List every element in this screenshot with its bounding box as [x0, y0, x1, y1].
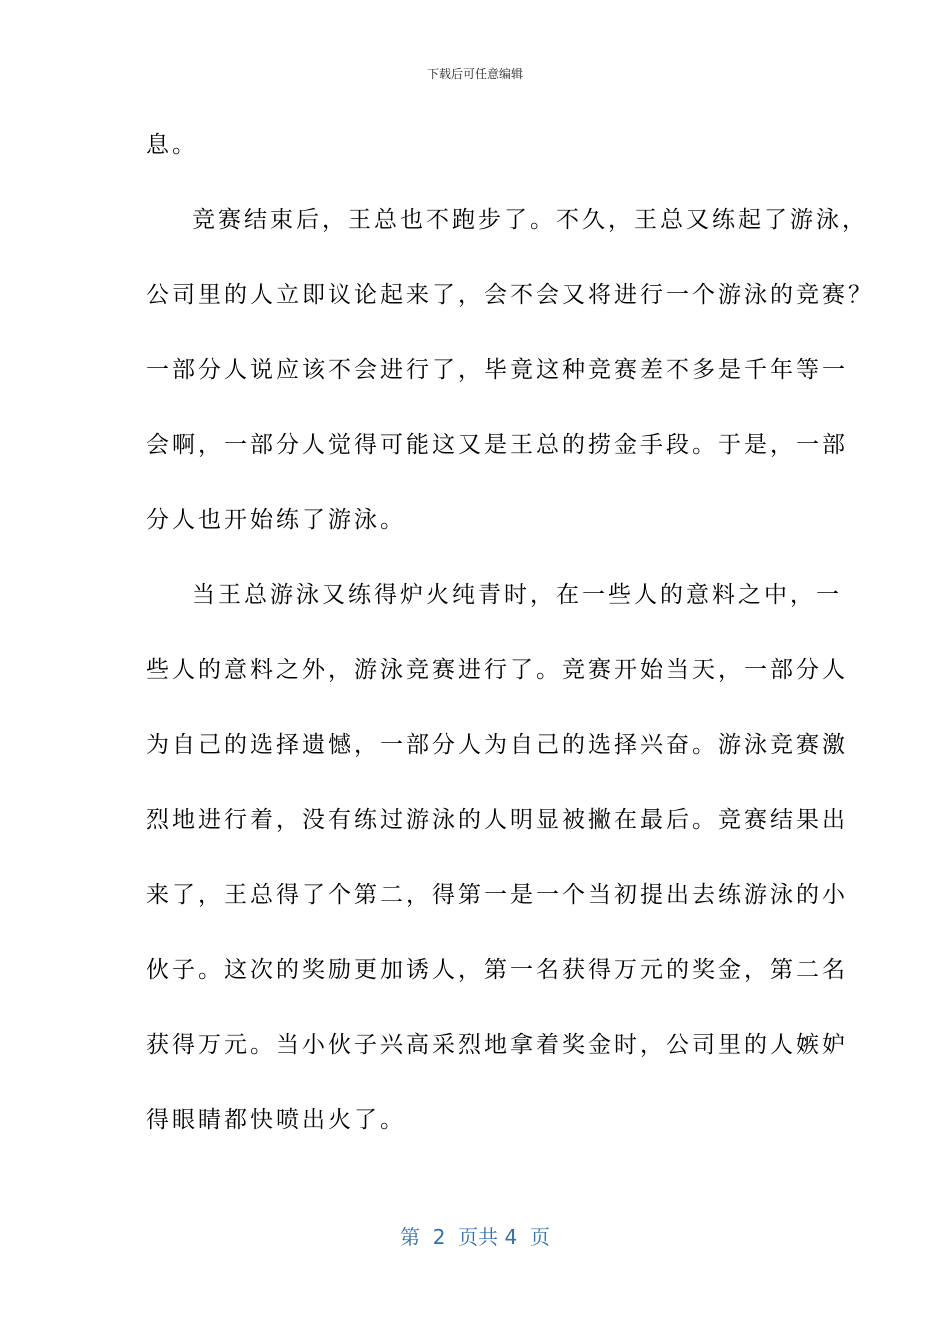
text-line: 息。 — [146, 132, 198, 158]
text-line: 公司里的人立即议论起来了，会不会又将进行一个游泳的竞赛？ — [146, 282, 874, 308]
text-line: 为自己的选择遗憾，一部分人为自己的选择兴奋。游泳竞赛激 — [146, 732, 848, 758]
text-line: 一部分人说应该不会进行了，毕竟这种竞赛差不多是千年等一 — [146, 357, 848, 383]
text-line: 分人也开始练了游泳。 — [146, 507, 406, 533]
text-line: 伙子。这次的奖励更加诱人，第一名获得万元的奖金，第二名 — [146, 957, 848, 983]
page-number-footer: 第 2 页共 4 页 — [400, 1225, 550, 1249]
text-line: 得眼睛都快喷出火了。 — [146, 1107, 406, 1133]
text-line: 烈地进行着，没有练过游泳的人明显被撇在最后。竞赛结果出 — [146, 807, 848, 833]
text-line: 获得万元。当小伙子兴高采烈地拿着奖金时，公司里的人嫉妒 — [146, 1032, 848, 1058]
text-line: 会啊，一部分人觉得可能这又是王总的捞金手段。于是，一部 — [146, 432, 848, 458]
page-header-note: 下载后可任意编辑 — [426, 67, 523, 81]
text-line: 些人的意料之外，游泳竞赛进行了。竞赛开始当天，一部分人 — [146, 657, 848, 683]
text-line: 当王总游泳又练得炉火纯青时，在一些人的意料之中，一 — [192, 582, 842, 608]
text-line: 来了，王总得了个第二，得第一是一个当初提出去练游泳的小 — [146, 882, 848, 908]
document-body — [146, 108, 874, 1158]
text-line: 竞赛结束后，王总也不跑步了。不久，王总又练起了游泳， — [192, 207, 868, 233]
